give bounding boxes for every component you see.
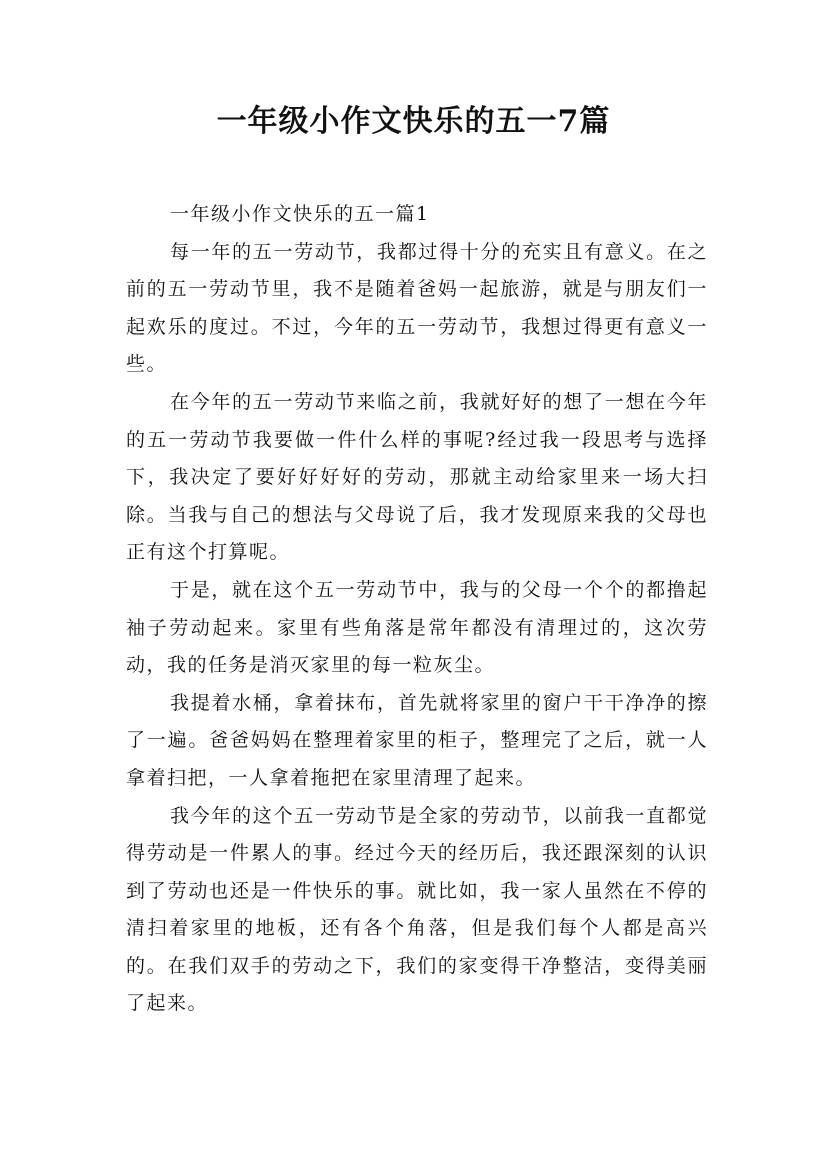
paragraph: 我今年的这个五一劳动节是全家的劳动节，以前我一直都觉得劳动是一件累人的事。经过今天的经历后，我还跟深刻的认识到了劳动也还是一件快乐的事。就比如，我一家人虽然在不停的清扫着家里的地板，还有各个角落，但是我们每个人都是高兴的。在我们双手的劳动之下，我们的家变得干净整洁，变得美丽了起来。 xyxy=(126,804,708,1015)
document-body xyxy=(126,196,708,1023)
document-title: 一年级小作文快乐的五一7篇 xyxy=(216,104,611,139)
paragraph: 在今年的五一劳动节来临之前，我就好好的想了一想在今年的五一劳动节我要做一件什么样的事呢?经过我一段思考与选择下，我决定了要好好好好的劳动，那就主动给家里来一场大扫除。当我与自己的想法与父母说了后，我才发现原来我的父母也正有这个打算呢。 xyxy=(126,390,708,564)
paragraph: 每一年的五一劳动节，我都过得十分的充实且有意义。在之前的五一劳动节里，我不是随着爸妈一起旅游，就是与朋友们一起欢乐的度过。不过，今年的五一劳动节，我想过得更有意义一些。 xyxy=(126,240,708,376)
paragraph: 我提着水桶，拿着抹布，首先就将家里的窗户干干净净的擦了一遍。爸爸妈妈在整理着家里的柜子，整理完了之后，就一人拿着扫把，一人拿着拖把在家里清理了起来。 xyxy=(126,691,708,789)
section-heading: 一年级小作文快乐的五一篇1 xyxy=(170,203,430,225)
paragraph: 于是，就在这个五一劳动节中，我与的父母一个个的都撸起袖子劳动起来。家里有些角落是常年都没有清理过的，这次劳动，我的任务是消灭家里的每一粒灰尘。 xyxy=(126,578,708,677)
